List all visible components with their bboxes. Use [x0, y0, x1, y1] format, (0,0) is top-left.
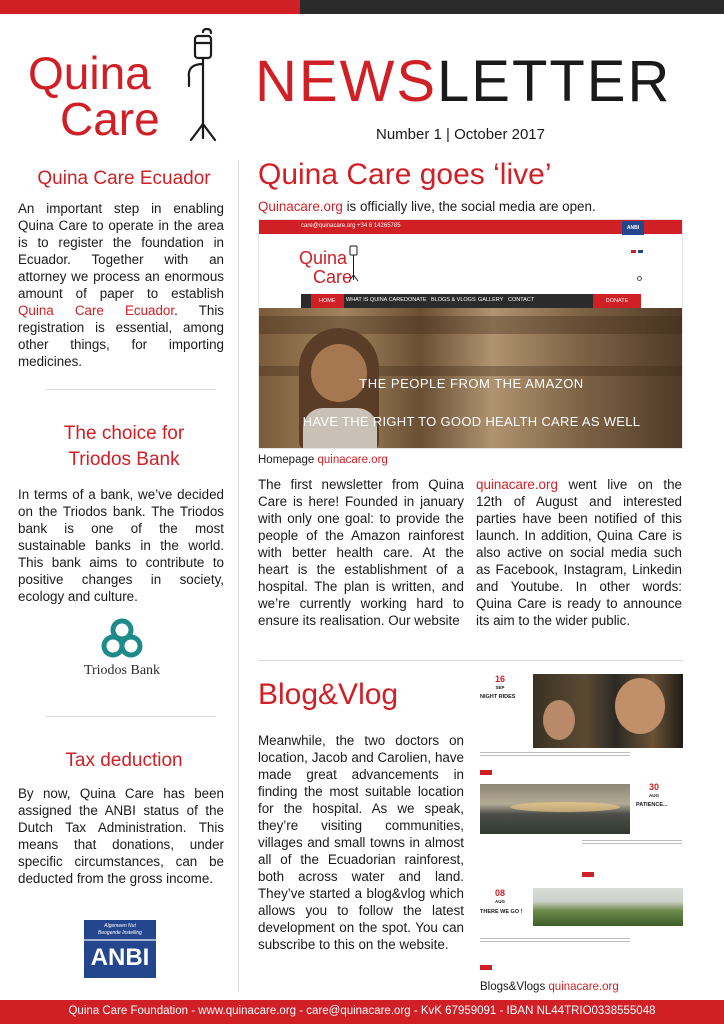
hero-child-face [311, 344, 367, 402]
logo-quina-text: Quina [28, 47, 151, 99]
anbi-small-1: Algemeen Nut [104, 923, 136, 929]
site-hero-image [259, 308, 683, 449]
post-3-month: AUG [495, 899, 505, 904]
ecuador-text [18, 200, 224, 370]
site-nav-blogs[interactable]: BLOGS & VLOGS [431, 297, 476, 303]
live-col2-rest: went live on the 12th of August and interested parties have been notified of this launch. In addition, Quina Care is also active on social media such as Facebook, Instagram, Linkedin and Youtube. In other words: Quina Care is ready to announce its aim to the wider public. [476, 477, 682, 628]
tax-heading: Tax deduction [65, 750, 183, 771]
live-intro [258, 199, 596, 214]
ecuador-text-before: An important step in enabling Quina Care to operate in the area is to register the foundation in Ecuador. Together with an attorney we process an enormous amount of paper to establish [18, 201, 224, 301]
site-top-bar [259, 220, 683, 234]
post-1-day: 16 [494, 674, 505, 684]
homepage-caption [258, 454, 388, 466]
post-3-day: 08 [494, 888, 505, 898]
flag-icon-en[interactable] [638, 250, 643, 253]
anbi-rule [84, 939, 156, 941]
hero-line-2: HAVE THE RIGHT TO GOOD HEALTH CARE AS WELL [302, 414, 641, 429]
post-1-read-more[interactable] [480, 770, 492, 775]
post-1-photo[interactable] [533, 674, 683, 748]
post-3-title[interactable]: THERE WE GO ! [480, 909, 523, 915]
ecuador-heading: Quina Care Ecuador [37, 168, 211, 189]
post-1-title[interactable]: NIGHT RIDES [480, 694, 516, 700]
post-1-face-a [543, 700, 575, 740]
anbi-badge [84, 920, 156, 978]
live-heading: Quina Care goes ‘live’ [258, 158, 552, 191]
sidebar-divider-1 [46, 389, 216, 390]
triodos-logo-icon [100, 617, 144, 661]
post-1-month: SEP [495, 685, 505, 690]
issue-number: Number 1 | October 2017 [376, 126, 545, 143]
site-donate-button[interactable]: DONATE [593, 294, 641, 308]
quina-care-logo [28, 28, 238, 148]
site-logo-quina: Quina [299, 248, 348, 268]
ecuador-text-link[interactable]: Quina Care Ecuador [18, 303, 175, 318]
live-col2-text [476, 476, 682, 629]
title-news: NEWS [255, 49, 437, 114]
website-screenshot [258, 219, 683, 449]
triodos-text: In terms of a bank, we’ve decided on the Triodos bank. The Triodos bank is one of the most sustainable banks in the world. This bank aims to contribute to positive changes in society, ecology and culture. [18, 487, 224, 604]
top-red-bar [0, 0, 300, 14]
main-divider [258, 660, 683, 661]
site-nav-bar [301, 294, 641, 308]
live-col1-text: The first newsletter from Quina Care is here! Founded in january with only one goal: to provide the people of the Amazon rainforest with better health care. At the heart is the establishment of a hospital. The plan is written, and we’re currently working hard to ensure its realisation. Our website [258, 477, 464, 628]
logo-care-text: Care [60, 93, 160, 145]
site-search-icon[interactable] [637, 276, 642, 281]
footer-bar [0, 1000, 724, 1024]
column-divider [238, 160, 239, 992]
post-2-read-more[interactable] [582, 872, 594, 877]
tax-text: By now, Quina Care has been assigned the ANBI status of the Dutch Tax Administration. This means that donations, under specific circumstances, can be deducted from the gross income. [18, 786, 224, 886]
live-intro-rest: is officially live, the social media are open. [342, 199, 596, 214]
post-2-sky-glow [510, 802, 620, 812]
blog-heading: Blog&Vlog [258, 678, 399, 711]
post-1-excerpt [480, 752, 630, 758]
triodos-heading-line2: Triodos Bank [68, 449, 180, 470]
sidebar-divider-2 [46, 716, 216, 717]
flag-icon-nl[interactable] [631, 250, 636, 253]
anbi-big-text: ANBI [90, 944, 150, 971]
top-dark-bar [300, 0, 724, 14]
post-2-day: 30 [648, 782, 659, 792]
triodos-heading-line1: The choice for [63, 423, 185, 444]
live-intro-link[interactable]: Quinacare.org [258, 199, 343, 214]
site-nav-contact[interactable]: CONTACT [508, 297, 535, 303]
live-col2-link[interactable]: quinacare.org [476, 477, 558, 492]
site-nav-gallery[interactable]: GALLERY [478, 297, 504, 303]
post-3-excerpt [480, 938, 630, 944]
post-1-face-b [615, 678, 665, 734]
site-anbi-badge: ANBI [622, 221, 644, 235]
hero-line-1: THE PEOPLE FROM THE AMAZON [359, 376, 584, 391]
post-3-photo[interactable] [533, 888, 683, 926]
triodos-logo-text: Triodos Bank [83, 663, 161, 678]
post-2-title[interactable]: PATIENCE... [636, 802, 668, 808]
triodos-heading [18, 421, 230, 473]
blog-caption-link[interactable]: quinacare.org [548, 981, 619, 993]
site-nav-donate[interactable]: DONATE [404, 297, 427, 303]
blog-screenshot [478, 672, 684, 980]
footer-text: Quina Care Foundation - www.quinacare.org - care@quinacare.org - KvK 67959091 - IBAN NL44TRIO0338555048 [68, 1005, 656, 1017]
newsletter-title [255, 49, 672, 114]
blog-text: Meanwhile, the two doctors on location, Jacob and Carolien, have made great advancements in finding the most suitable location for the hospital. As we speak, they’re visiting communities, villages and small towns in almost all of the Ecuadorian rainforest, both across water and land. They’ve started a blog&vlog which allows you to follow the latest development on the spot. You can subscribe to this on the website. [258, 733, 464, 952]
iv-drip-icon [181, 28, 227, 143]
title-letter: LETTER [437, 49, 672, 114]
post-3-read-more[interactable] [480, 965, 492, 970]
anbi-small-2: Beogende Instelling [98, 930, 142, 936]
site-drip-icon [347, 244, 361, 282]
site-topbar-phone: +34 6 14265785 [357, 223, 401, 229]
ecuador-text-after: . This registration is essential, among other things, for importing medicines. [18, 303, 224, 369]
site-topbar-email: care@quinacare.org [301, 223, 356, 229]
blog-caption [480, 981, 619, 993]
post-2-photo[interactable] [480, 784, 630, 834]
site-logo-care: Care [313, 267, 353, 287]
site-nav-home[interactable]: HOME [311, 294, 344, 308]
homepage-caption-prefix: Homepage [258, 454, 318, 466]
post-2-month: AUG [649, 793, 659, 798]
blog-caption-prefix: Blogs&Vlogs [480, 981, 549, 993]
site-nav-what[interactable]: WHAT IS QUINA CARE [346, 297, 404, 303]
homepage-caption-link[interactable]: quinacare.org [317, 454, 388, 466]
post-2-excerpt [582, 840, 682, 846]
